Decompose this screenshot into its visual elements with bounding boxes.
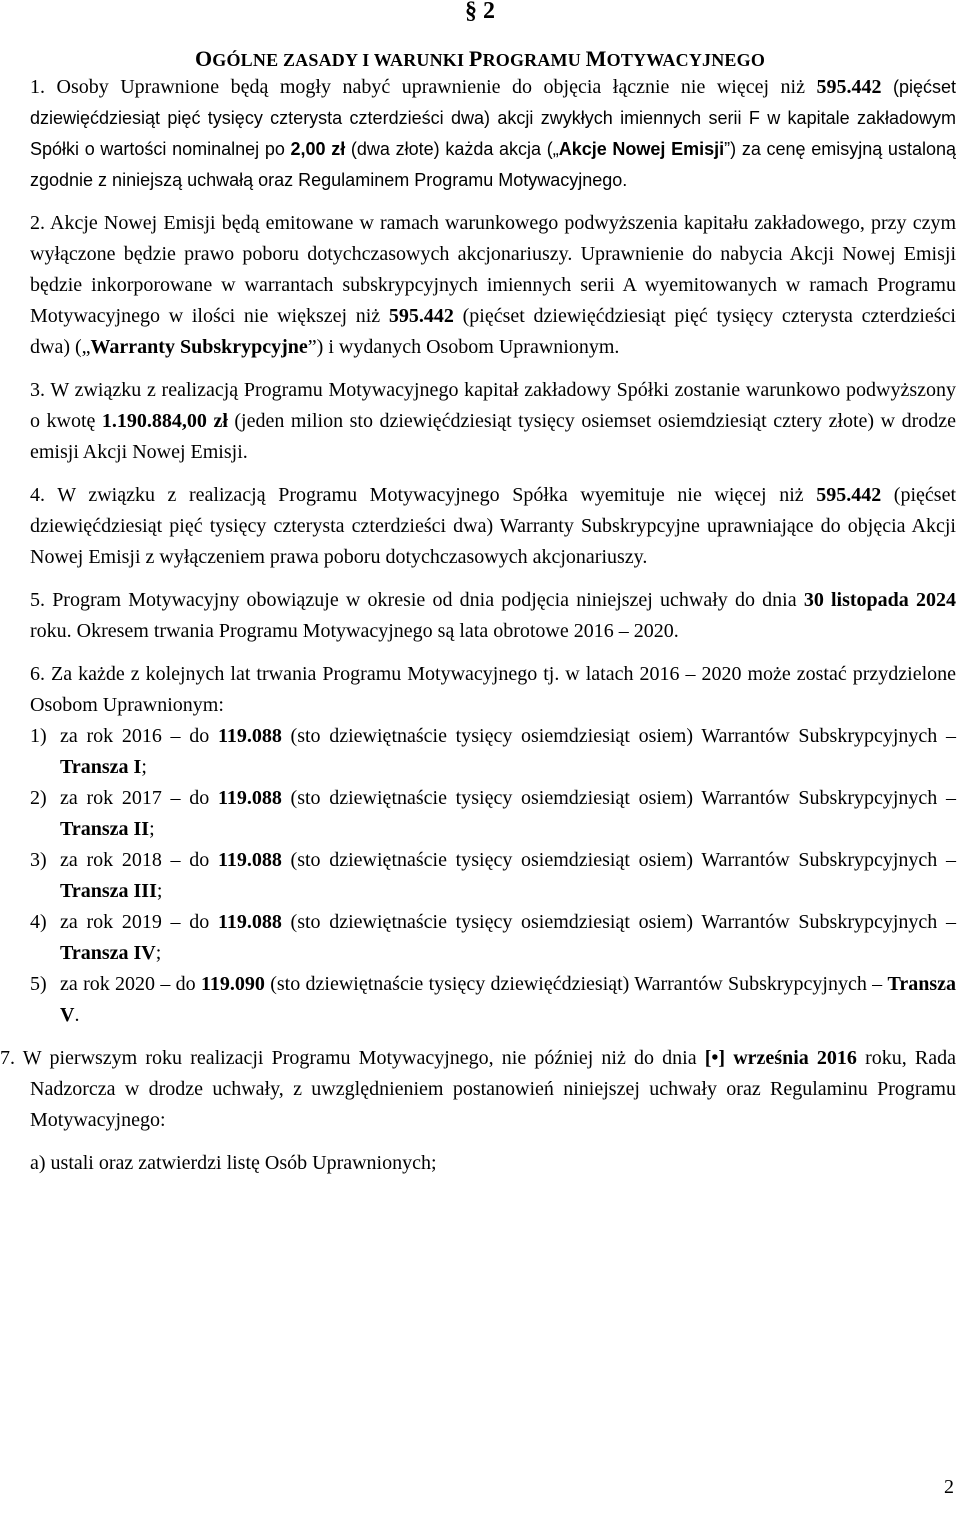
item-a: a) ustali oraz zatwierdzi listę Osób Uprawnionych; (30, 1152, 437, 1174)
tranche-item: 2) za rok 2017 – do 119.088 (sto dziewiętnaście tysięcy osiemdziesiąt osiem) Warrantów Subskrypcyjnych – Transza II; (30, 787, 956, 840)
paragraph-7: 7. W pierwszym roku realizacji Programu Motywacyjnego, nie później niż do dnia [•] września 2016 roku, Rada Nadzorcza w drodze uchwały, z uwzględnieniem postanowień niniejszej uchwały oraz Regulaminu Programu Motywacyjnego: (0, 1047, 957, 1131)
paragraph-2: 2. Akcje Nowej Emisji będą emitowane w ramach warunkowego podwyższenia kapitału zakładowego, przy czym wyłączone będzie prawo poboru dotychczasowych akcjonariuszy. Uprawnienie do nabycia Akcji Nowej Emisji będzie inkorporowane w warrantach subskrypcyjnych imiennych serii A wyemitowanych w ramach Programu Motywacyjnego w ilości nie większej niż 595.442 (pięćset dziewięćdziesiąt pięć tysięcy czterysta czterdzieści dwa) („Warranty Subskrypcyjne”) i wydanych Osobom Uprawnionym. (30, 212, 956, 358)
paragraph-1: 1. Osoby Uprawnione będą mogły nabyć uprawnienie do objęcia łącznie nie więcej niż 595.442 (pięćset dziewięćdziesiąt pięć tysięcy czterysta czterdzieści dwa) akcji zwykłych imiennych serii F w kapitale zakładowym Spółki o wartości nominalnej po 2,00 zł (dwa złote) każda akcja („Akcje Nowej Emisji”) za cenę emisyjną ustaloną zgodnie z niniejszą uchwałą oraz Regulaminem Programu Motywacyjnego. (30, 76, 956, 190)
tranche-item: 3) za rok 2018 – do 119.088 (sto dziewiętnaście tysięcy osiemdziesiąt osiem) Warrantów Subskrypcyjnych – Transza III; (30, 849, 956, 902)
tranche-list (30, 721, 956, 1031)
paragraph-6: 6. Za każde z kolejnych lat trwania Programu Motywacyjnego tj. w latach 2016 – 2020 może zostać przydzielone Osobom Uprawnionym: (30, 663, 956, 716)
section-title: OGÓLNE ZASADY I WARUNKI PROGRAMU MOTYWACYJNEGO (194, 46, 766, 71)
paragraph-4: 4. W związku z realizacją Programu Motywacyjnego Spółka wyemituje nie więcej niż 595.442 (pięćset dziewięćdziesiąt pięć tysięcy czterysta czterdzieści dwa) Warranty Subskrypcyjne uprawniające do objęcia Akcji Nowej Emisji z wyłączeniem prawa poboru dotychczasowych akcjonariuszy. (30, 484, 956, 568)
tranche-item: 1) za rok 2016 – do 119.088 (sto dziewiętnaście tysięcy osiemdziesiąt osiem) Warrantów Subskrypcyjnych – Transza I; (30, 725, 956, 778)
document-body (0, 72, 957, 1179)
tranche-item: 5) za rok 2020 – do 119.090 (sto dziewiętnaście tysięcy dziewięćdziesiąt) Warrantów Subskrypcyjnych – Transza V. (30, 973, 956, 1026)
paragraph-3: 3. W związku z realizacją Programu Motywacyjnego kapitał zakładowy Spółki zostanie warunkowo podwyższony o kwotę 1.190.884,00 zł (jeden milion sto dziewięćdziesiąt tysięcy osiemset osiemdziesiąt cztery złote) w drodze emisji Akcji Nowej Emisji. (30, 379, 956, 463)
paragraph-5: 5. Program Motywacyjny obowiązuje w okresie od dnia podjęcia niniejszej uchwały do dnia 30 listopada 2024 roku. Okresem trwania Programu Motywacyjnego są lata obrotowe 2016 – 2020. (30, 589, 956, 642)
tranche-item: 4) za rok 2019 – do 119.088 (sto dziewiętnaście tysięcy osiemdziesiąt osiem) Warrantów Subskrypcyjnych – Transza IV; (30, 911, 956, 964)
page-number: 2 (944, 1476, 954, 1498)
section-symbol: § 2 (465, 0, 495, 24)
